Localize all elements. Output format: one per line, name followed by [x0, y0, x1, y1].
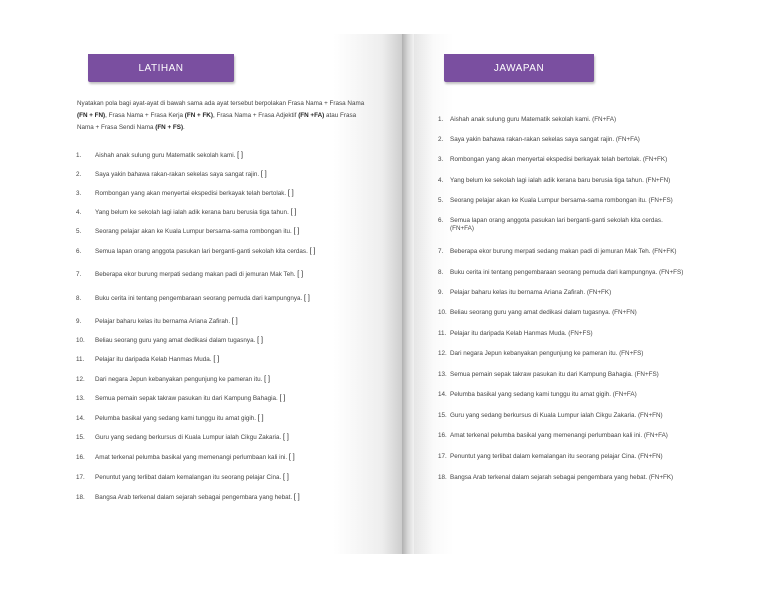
answer-text: Penuntut yang terlibat dalam kemalangan itu seorang pelajar Cina. (FN+FN) [450, 453, 663, 460]
question-item [76, 474, 376, 482]
question-number: 17. [76, 474, 85, 481]
question-text: Pelajar baharu kelas itu bernama Ariana Zafirah. [ ] [95, 318, 238, 325]
answer-bracket: [ ] [282, 434, 289, 441]
question-item [76, 248, 326, 256]
question-text: Guru yang sedang berkursus di Kuala Lumpur ialah Cikgu Zakaria. [ ] [95, 434, 289, 441]
answer-item [438, 330, 738, 338]
answer-item [438, 391, 738, 399]
answer-number: 1. [438, 116, 444, 123]
answer-number: 13. [438, 371, 447, 378]
question-item [76, 295, 326, 303]
answer-bracket: [ ] [231, 318, 238, 325]
book-spine [402, 34, 414, 554]
question-number: 11. [76, 356, 85, 363]
answer-text: Pelajar itu daripada Kelab Hanmas Muda. (FN+FS) [450, 330, 593, 337]
answer-text: Beberapa ekor burung merpati sedang makan padi di jemuran Mak Teh. (FN+FK) [450, 248, 677, 255]
answer-number: 9. [438, 289, 444, 296]
answer-number: 12. [438, 350, 447, 357]
question-number: 12. [76, 376, 85, 383]
question-text: Penuntut yang terlibat dalam kemalangan itu seorang pelajar Cina. [ ] [95, 474, 289, 481]
answer-text: Semua pemain sepak takraw pasukan itu dari Kampung Bahagia. (FN+FS) [450, 371, 659, 378]
question-item [76, 190, 376, 198]
answer-number: 7. [438, 248, 444, 255]
answer-number: 11. [438, 330, 447, 337]
answer-number: 4. [438, 177, 444, 184]
question-text: Aishah anak sulung guru Matematik sekolah kami. [ ] [95, 152, 243, 159]
answer-bracket: [ ] [260, 171, 267, 178]
answer-bracket: [ ] [213, 356, 220, 363]
question-number: 2. [76, 171, 82, 178]
question-item [76, 271, 376, 279]
instruction-text: Nyatakan pola bagi ayat-ayat di bawah sama ada ayat tersebut berpolakan Frasa Nama + Frasa Nama (FN + FN), Frasa Nama + Frasa Kerja (FN + FK), Frasa Nama + Frasa Adjektif (FN +FA) atau Frasa Nama + Frasa Sendi Nama (FN + FS). [77, 100, 365, 131]
answer-item [438, 371, 738, 379]
answer-item [438, 289, 738, 297]
answer-number: 3. [438, 156, 444, 163]
left-page [36, 34, 408, 554]
question-number: 15. [76, 434, 85, 441]
question-text: Saya yakin bahawa rakan-rakan sekelas saya sangat rajin. [ ] [95, 171, 267, 178]
answer-item [438, 197, 738, 205]
answer-text: Amat terkenal pelumba basikal yang memenangi perlumbaan kali ini. (FN+FA) [450, 432, 668, 439]
answer-bracket: [ ] [264, 376, 270, 383]
answer-item [438, 136, 738, 144]
answer-number: 18. [438, 474, 447, 481]
question-text: Buku cerita ini tentang pengembaraan seorang pemuda dari kampungnya. [ ] [95, 295, 310, 302]
answer-bracket: [ ] [309, 248, 316, 255]
question-number: 8. [76, 295, 82, 302]
latihan-title: LATIHAN [138, 62, 184, 74]
question-number: 7. [76, 271, 82, 278]
question-text: Semua lapan orang anggota pasukan lari berganti-ganti sekolah kita cerdas. [ ] [95, 248, 316, 255]
answer-text: Seorang pelajar akan ke Kuala Lumpur bersama-sama rombongan itu. (FN+FS) [450, 197, 673, 204]
answer-bracket: [ ] [287, 190, 294, 197]
answer-text: Yang belum ke sekolah lagi ialah adik kerana baru berusia tiga tahun. (FN+FN) [450, 177, 671, 184]
answer-item [438, 474, 738, 482]
answer-item [438, 116, 738, 124]
question-text: Semua pemain sepak takraw pasukan itu dari Kampung Bahagia. [ ] [95, 395, 286, 402]
answer-bracket: [ ] [237, 152, 243, 159]
answer-item [438, 217, 678, 233]
answer-text: Semua lapan orang anggota pasukan lari berganti-ganti sekolah kita cerdas. (FN+FA) [450, 217, 663, 232]
answer-item [438, 350, 738, 358]
question-item [76, 318, 376, 326]
answer-bracket: [ ] [282, 474, 289, 481]
answer-bracket: [ ] [257, 337, 263, 344]
answer-bracket: [ ] [293, 228, 300, 235]
question-text: Pelajar itu daripada Kelab Hanmas Muda. [ ] [95, 356, 220, 363]
question-item [76, 395, 376, 403]
question-text: Dari negara Jepun kebanyakan pengunjung ke pameran itu. [ ] [95, 376, 270, 383]
answer-number: 14. [438, 391, 447, 398]
answer-bracket: [ ] [304, 295, 310, 302]
question-number: 14. [76, 415, 85, 422]
answer-number: 10. [438, 309, 447, 316]
answer-item [438, 412, 738, 420]
answer-bracket: [ ] [290, 209, 297, 216]
answer-item [438, 156, 738, 164]
question-number: 16. [76, 454, 85, 461]
right-page [414, 34, 744, 554]
answer-item [438, 309, 738, 317]
answer-text: Beliau seorang guru yang amat dedikasi dalam tugasnya. (FN+FN) [450, 309, 637, 316]
question-number: 3. [76, 190, 82, 197]
question-number: 1. [76, 152, 82, 159]
question-number: 4. [76, 209, 82, 216]
question-item [76, 434, 376, 442]
answer-text: Pelumba basikal yang sedang kami tunggu itu amat gigih. (FN+FA) [450, 391, 637, 398]
question-item [76, 376, 376, 384]
answer-bracket: [ ] [279, 395, 286, 402]
question-item [76, 337, 376, 345]
answer-bracket: [ ] [293, 494, 300, 501]
latihan-banner [88, 54, 234, 82]
answer-number: 16. [438, 432, 447, 439]
question-item [76, 171, 376, 179]
answer-text: Guru yang sedang berkursus di Kuala Lumpur ialah Cikgu Zakaria. (FN+FN) [450, 412, 663, 419]
question-item [76, 415, 376, 423]
answer-text: Aishah anak sulung guru Matematik sekolah kami. (FN+FA) [450, 116, 617, 123]
question-text: Rombongan yang akan menyertai ekspedisi berkayak telah bertolak. [ ] [95, 190, 294, 197]
question-number: 5. [76, 228, 82, 235]
question-number: 6. [76, 248, 82, 255]
question-text: Bangsa Arab terkenal dalam sejarah sebagai pengembara yang hebat. [ ] [95, 494, 300, 501]
answer-number: 6. [438, 217, 444, 224]
question-number: 13. [76, 395, 85, 402]
answer-text: Dari negara Jepun kebanyakan pengunjung ke pameran itu. (FN+FS) [450, 350, 644, 357]
question-item [76, 454, 376, 462]
question-item [76, 356, 376, 364]
question-number: 10. [76, 337, 85, 344]
answer-number: 15. [438, 412, 447, 419]
question-text: Yang belum ke sekolah lagi ialah adik kerana baru berusia tiga tahun. [ ] [95, 209, 297, 216]
question-item [76, 228, 376, 236]
answer-item [438, 177, 738, 185]
question-text: Beberapa ekor burung merpati sedang makan padi di jemuran Mak Teh. [ ] [95, 271, 304, 278]
answer-number: 5. [438, 197, 444, 204]
answer-text: Bangsa Arab terkenal dalam sejarah sebagai pengembara yang hebat. (FN+FK) [450, 474, 674, 481]
question-item [76, 494, 376, 502]
question-number: 9. [76, 318, 82, 325]
answer-number: 8. [438, 269, 444, 276]
answer-text: Rombongan yang akan menyertai ekspedisi berkayak telah bertolak. (FN+FK) [450, 156, 668, 163]
answer-number: 17. [438, 453, 447, 460]
question-text: Seorang pelajar akan ke Kuala Lumpur bersama-sama rombongan itu. [ ] [95, 228, 300, 235]
answer-item [438, 269, 738, 277]
answer-text: Pelajar baharu kelas itu bernama Ariana Zafirah. (FN+FK) [450, 289, 612, 296]
question-item [76, 152, 376, 160]
answer-text: Buku cerita ini tentang pengembaraan seorang pemuda dari kampungnya. (FN+FS) [450, 269, 684, 276]
answer-bracket: [ ] [257, 415, 264, 422]
jawapan-banner [444, 54, 594, 82]
question-item [76, 209, 376, 217]
question-text: Beliau seorang guru yang amat dedikasi dalam tugasnya. [ ] [95, 337, 263, 344]
question-text: Amat terkenal pelumba basikal yang memenangi perlumbaan kali ini. [ ] [95, 454, 295, 461]
answer-item [438, 248, 738, 256]
answer-text: Saya yakin bahawa rakan-rakan sekelas saya sangat rajin. (FN+FA) [450, 136, 640, 143]
question-text: Pelumba basikal yang sedang kami tunggu itu amat gigih. [ ] [95, 415, 264, 422]
answer-bracket: [ ] [297, 271, 304, 278]
answer-item [438, 432, 738, 440]
jawapan-title: JAWAPAN [493, 62, 545, 74]
answer-bracket: [ ] [288, 454, 295, 461]
answer-item [438, 453, 738, 461]
answer-number: 2. [438, 136, 444, 143]
question-number: 18. [76, 494, 85, 501]
